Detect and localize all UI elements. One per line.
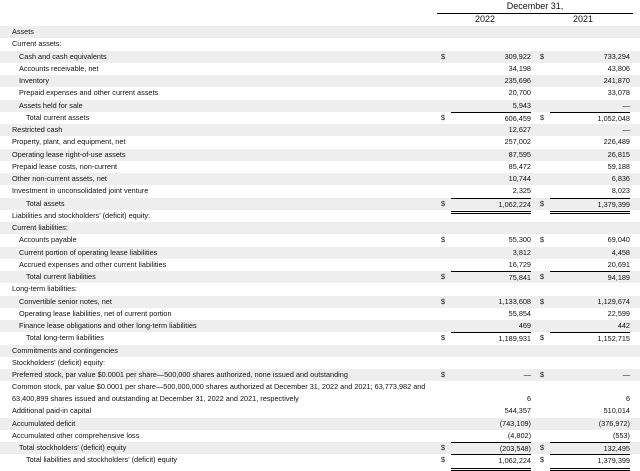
row-label: Additional paid-in capital: [12, 406, 92, 416]
row-label: Stockholders' (deficit) equity:: [12, 357, 106, 367]
value-2022: 75,841: [451, 271, 531, 284]
currency-symbol-2021: $: [540, 370, 545, 379]
statement-rows: [0, 26, 640, 467]
table-row: [0, 210, 640, 222]
value-2021: 1,379,399: [550, 454, 630, 470]
value-2021: —: [622, 370, 630, 379]
row-label: Total liabilities and stockholders' (deficit) equity: [26, 455, 178, 465]
row-label: Other non-current assets, net: [12, 174, 107, 183]
value-2022: 10,744: [508, 174, 531, 183]
row-label: Assets held for sale: [19, 100, 83, 110]
row-label: Prepaid lease costs, non-current: [12, 161, 118, 171]
table-row: [0, 26, 640, 38]
table-row: [0, 320, 640, 332]
table-row: [0, 112, 640, 124]
row-label: Convertible senior notes, net: [19, 296, 112, 306]
table-row: [0, 454, 640, 466]
table-row: [0, 308, 640, 320]
table-row: [0, 430, 640, 442]
row-label: Accounts receivable, net: [19, 63, 99, 73]
value-2022: 469: [518, 321, 531, 330]
currency-symbol-2021: $: [540, 235, 545, 245]
table-row: [0, 296, 640, 308]
row-label: Prepaid expenses and other current assets: [19, 88, 159, 98]
value-2021: —: [622, 125, 630, 134]
value-2021: (376,972): [598, 418, 630, 428]
value-2021: 26,815: [607, 149, 630, 159]
row-label: Finance lease obligations and other long-term liabilities: [19, 321, 197, 330]
table-row: [0, 369, 640, 381]
table-row: [0, 247, 640, 259]
table-row: [0, 75, 640, 87]
currency-symbol-2022: $: [441, 296, 446, 306]
table-row: [0, 345, 640, 357]
value-2022: 5,943: [512, 100, 531, 110]
currency-symbol-2021: $: [540, 51, 545, 61]
value-2022: 20,700: [508, 88, 531, 98]
table-row: [0, 161, 640, 173]
table-row: [0, 63, 640, 75]
currency-symbol-2021: $: [540, 443, 545, 452]
table-row: [0, 259, 640, 271]
row-label: Current portion of operating lease liabilities: [19, 247, 158, 257]
value-2021: 510,014: [603, 406, 630, 416]
value-2022: 1,062,224: [451, 454, 531, 470]
row-label: Operating lease right-of-use assets: [12, 149, 126, 159]
row-label: Total long-term liabilities: [26, 333, 104, 343]
table-row: [0, 381, 640, 405]
row-label: Total assets: [26, 198, 65, 208]
row-label: Accumulated deficit: [12, 418, 76, 428]
table-row: [0, 185, 640, 197]
row-label: Total current assets: [26, 112, 90, 122]
value-2022: 3,812: [512, 247, 531, 257]
row-label: Operating lease liabilities, net of current portion: [19, 308, 172, 318]
table-row: [0, 124, 640, 136]
currency-symbol-2022: $: [441, 112, 446, 122]
row-label: Common stock, par value $0.0001 per share—500,000,000 shares authorized at December 31, 2022 and 2021; 63,773,982 and 63,400,899 shares issued and outstanding at December 31, 2022 and 2021, respectively: [12, 382, 426, 404]
currency-symbol-2021: $: [540, 333, 545, 343]
value-2021: 8,023: [611, 186, 630, 196]
row-label: Total stockholders' (deficit) equity: [19, 443, 127, 452]
currency-symbol-2022: $: [441, 455, 446, 465]
value-2021: 1,052,048: [550, 112, 630, 125]
value-2022: 6: [526, 394, 531, 404]
row-label: Total current liabilities: [26, 272, 96, 281]
currency-symbol-2021: $: [540, 296, 545, 306]
value-2021: 442: [617, 321, 630, 330]
table-row: [0, 100, 640, 112]
value-2022: 1,062,224: [451, 198, 531, 214]
value-2021: 33,078: [607, 88, 630, 98]
value-2022: 235,696: [504, 76, 531, 85]
year-2022-header: 2022: [474, 14, 496, 24]
currency-symbol-2021: $: [540, 112, 545, 122]
value-2021: —: [622, 100, 630, 110]
value-2021: 69,040: [607, 235, 630, 245]
value-2022: 85,472: [508, 161, 531, 171]
table-row: [0, 357, 640, 369]
value-2021: 22,599: [607, 308, 630, 318]
value-2021: 226,489: [603, 137, 630, 147]
value-2021: 132,495: [550, 442, 630, 455]
row-label: Current assets:: [12, 39, 62, 49]
value-2022: 55,854: [508, 308, 531, 318]
value-2022: (203,548): [451, 442, 531, 455]
period-header: December 31,: [437, 0, 633, 14]
value-2022: 2,325: [512, 186, 531, 196]
row-label: Property, plant, and equipment, net: [12, 137, 126, 147]
table-row: [0, 442, 640, 454]
table-row: [0, 332, 640, 344]
value-2022: 257,002: [504, 137, 531, 147]
row-label: Accrued expenses and other current liabilities: [19, 259, 167, 269]
value-2021: 6,836: [611, 174, 630, 183]
value-2022: 544,357: [504, 406, 531, 416]
value-2021: 43,806: [607, 63, 630, 73]
value-2022: —: [523, 370, 531, 379]
table-row: [0, 38, 640, 50]
value-2022: 309,922: [504, 51, 531, 61]
currency-symbol-2022: $: [441, 235, 446, 245]
value-2021: 4,458: [611, 247, 630, 257]
table-row: [0, 222, 640, 234]
value-2021: (553): [612, 430, 630, 440]
value-2021: 241,870: [603, 76, 630, 85]
value-2022: 34,198: [508, 63, 531, 73]
currency-symbol-2022: $: [441, 51, 446, 61]
currency-symbol-2022: $: [441, 272, 446, 281]
table-row: [0, 405, 640, 417]
currency-symbol-2022: $: [441, 333, 446, 343]
value-2021: 20,691: [607, 259, 630, 269]
row-label: Long-term liabilities:: [12, 284, 77, 294]
table-row: [0, 173, 640, 185]
year-2021-header: 2021: [572, 14, 594, 24]
value-2022: 12,627: [508, 125, 531, 134]
currency-symbol-2022: $: [441, 370, 446, 379]
value-2021: 1,129,674: [597, 296, 630, 306]
row-label: Investment in unconsolidated joint venture: [12, 186, 149, 196]
table-row: [0, 87, 640, 99]
value-2022: 1,133,608: [498, 296, 531, 306]
table-row: [0, 149, 640, 161]
currency-symbol-2021: $: [540, 198, 545, 208]
currency-symbol-2021: $: [540, 455, 545, 465]
currency-symbol-2022: $: [441, 198, 446, 208]
row-label: Commitments and contingencies: [12, 345, 118, 355]
table-row: [0, 51, 640, 63]
value-2022: 87,595: [508, 149, 531, 159]
table-row: [0, 283, 640, 295]
row-label: Liabilities and stockholders' (deficit) equity:: [12, 210, 151, 220]
table-row: [0, 198, 640, 210]
value-2022: 55,300: [508, 235, 531, 245]
row-label: Cash and cash equivalents: [19, 51, 107, 61]
value-2022: 606,459: [451, 112, 531, 125]
value-2021: 733,294: [603, 51, 630, 61]
table-row: [0, 271, 640, 283]
value-2021: 6: [625, 394, 630, 404]
value-2022: 16,729: [508, 259, 531, 269]
row-label: Restricted cash: [12, 125, 63, 134]
row-label: Current liabilities:: [12, 223, 68, 232]
row-label: Preferred stock, par value $0.0001 per share—500,000 shares authorized, none issued and outstanding: [12, 370, 348, 379]
row-label: Accumulated other comprehensive loss: [12, 430, 140, 440]
value-2021: 1,379,399: [550, 198, 630, 214]
value-2022: 1,189,931: [451, 332, 531, 345]
value-2021: 59,188: [607, 161, 630, 171]
currency-symbol-2022: $: [441, 443, 446, 452]
row-label: Accounts payable: [19, 235, 77, 245]
currency-symbol-2021: $: [540, 272, 545, 281]
table-row: [0, 136, 640, 148]
table-row: [0, 418, 640, 430]
row-label: Inventory: [19, 76, 50, 85]
value-2021: 1,152,715: [550, 332, 630, 345]
value-2021: 94,189: [550, 271, 630, 284]
table-row: [0, 234, 640, 246]
row-label: Assets: [12, 27, 34, 36]
value-2022: (743,109): [499, 418, 531, 428]
value-2022: (4,802): [507, 430, 531, 440]
